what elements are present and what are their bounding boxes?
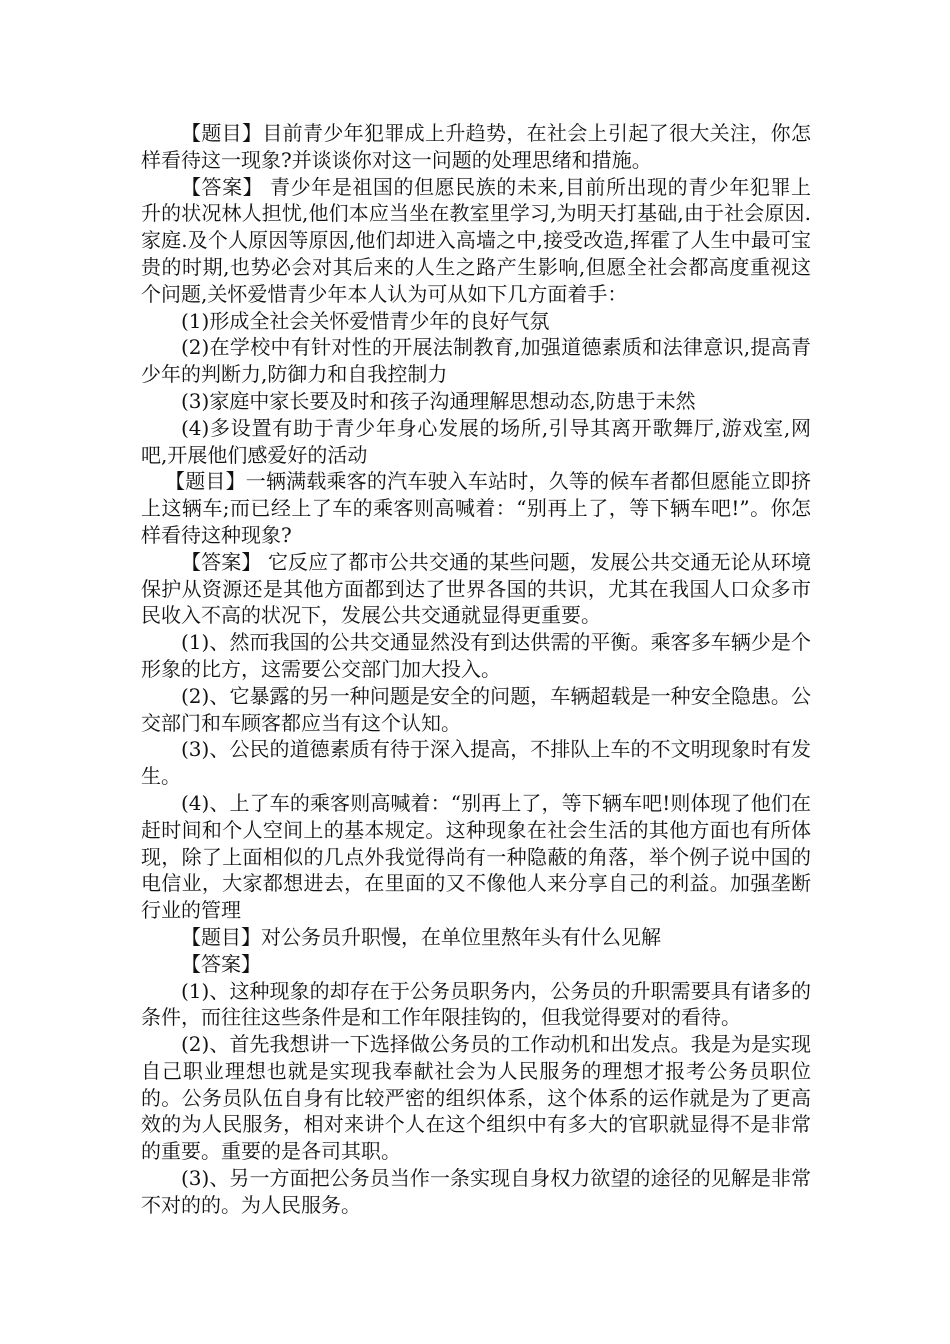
answer-1-point-4: (4)多设置有助于青少年身心发展的场所,引导其离开歌舞厅,游戏室,网吧,开展他们感爱好的活动 [141,415,811,467]
answer-2-point-4: (4)、上了车的乘客则高喊着：“别再上了，等下辆车吧!则体现了他们在赶时间和个人空间上的基本规定。这种现象在社会生活的其他方面也有所体现，除了上面相似的几点外我觉得尚有一种隐蔽的角落，举个例子说中国的电信业，大家都想进去，在里面的又不像他人来分享自己的利益。加强垄断行业的管理 [141,790,811,923]
answer-2-point-1: (1)、然而我国的公共交通显然没有到达供需的平衡。乘客多车辆少是个形象的比方，这需要公交部门加大投入。 [141,630,811,681]
answer-1-point-1: (1)形成全社会关怀爱惜青少年的良好气氛 [181,308,550,333]
document-body [141,120,811,1219]
answer-2: 【答案】 它反应了都市公共交通的某些问题，发展公共交通无论从环境保护从资源还是其他方面都到达了世界各国的共识，尤其在我国人口众多市民收入不高的状况下，发展公共交通就显得更重要。 [141,549,811,628]
question-1: 【题目】目前青少年犯罪成上升趋势，在社会上引起了很大关注，你怎样看待这一现象?并谈谈你对这一问题的处理思绪和措施。 [141,121,811,172]
answer-1-point-3: (3)家庭中家长要及时和孩子沟通理解思想动态,防患于未然 [181,388,696,413]
answer-1-point-2: (2)在学校中有针对性的开展法制教育,加强道德素质和法律意识,提高青少年的判断力,防御力和自我控制力 [141,335,811,387]
question-2: 【题目】一辆满载乘客的汽车驶入车站时，久等的候车者都但愿能立即挤上这辆车;而已经上了车的乘客则高喊着：“别再上了，等下辆车吧!”。你怎样看待这种现象? [141,469,811,547]
answer-3-heading: 【答案】 [181,951,261,976]
answer-1: 【答案】 青少年是祖国的但愿民族的未来,目前所出现的青少年犯罪上升的状况林人担忧,他们本应当坐在教室里学习,为明天打基础,由于社会原因.家庭.及个人原因等原因,他们却进入高墙之中,接受改造,挥霍了人生中最可宝贵的时期,也势必会对其后来的人生之路产生影响,但愿全社会都高度重视这个问题,关怀爱惜青少年本人认为可从如下几方面着手： [141,174,811,306]
answer-2-point-3: (3)、公民的道德素质有待于深入提高，不排队上车的不文明现象时有发生。 [141,737,811,789]
answer-3-point-3: (3)、另一方面把公务员当作一条实现自身权力欲望的途径的见解是非常不对的的。为人民服务。 [141,1166,811,1217]
answer-3-point-1: (1)、这种现象的却存在于公务员职务内，公务员的升职需要具有诸多的条件，而往往这些条件是和工作年限挂钩的，但我觉得要对的看待。 [141,978,811,1030]
answer-3-point-2: (2)、首先我想讲一下选择做公务员的工作动机和出发点。我是为是实现自己职业理想也就是实现我奉献社会为人民服务的理想才报考公务员职位的。公务员队伍自身有比较严密的组织体系，这个体系的运作就是为了更高效的为人民服务，相对来讲个人在这个组织中有多大的官职就显得不是非常的重要。重要的是各司其职。 [141,1032,811,1164]
answer-2-point-2: (2)、它暴露的另一种问题是安全的问题，车辆超载是一种安全隐患。公交部门和车顾客都应当有这个认知。 [141,683,811,735]
question-3: 【题目】对公务员升职慢，在单位里熬年头有什么见解 [181,924,661,949]
